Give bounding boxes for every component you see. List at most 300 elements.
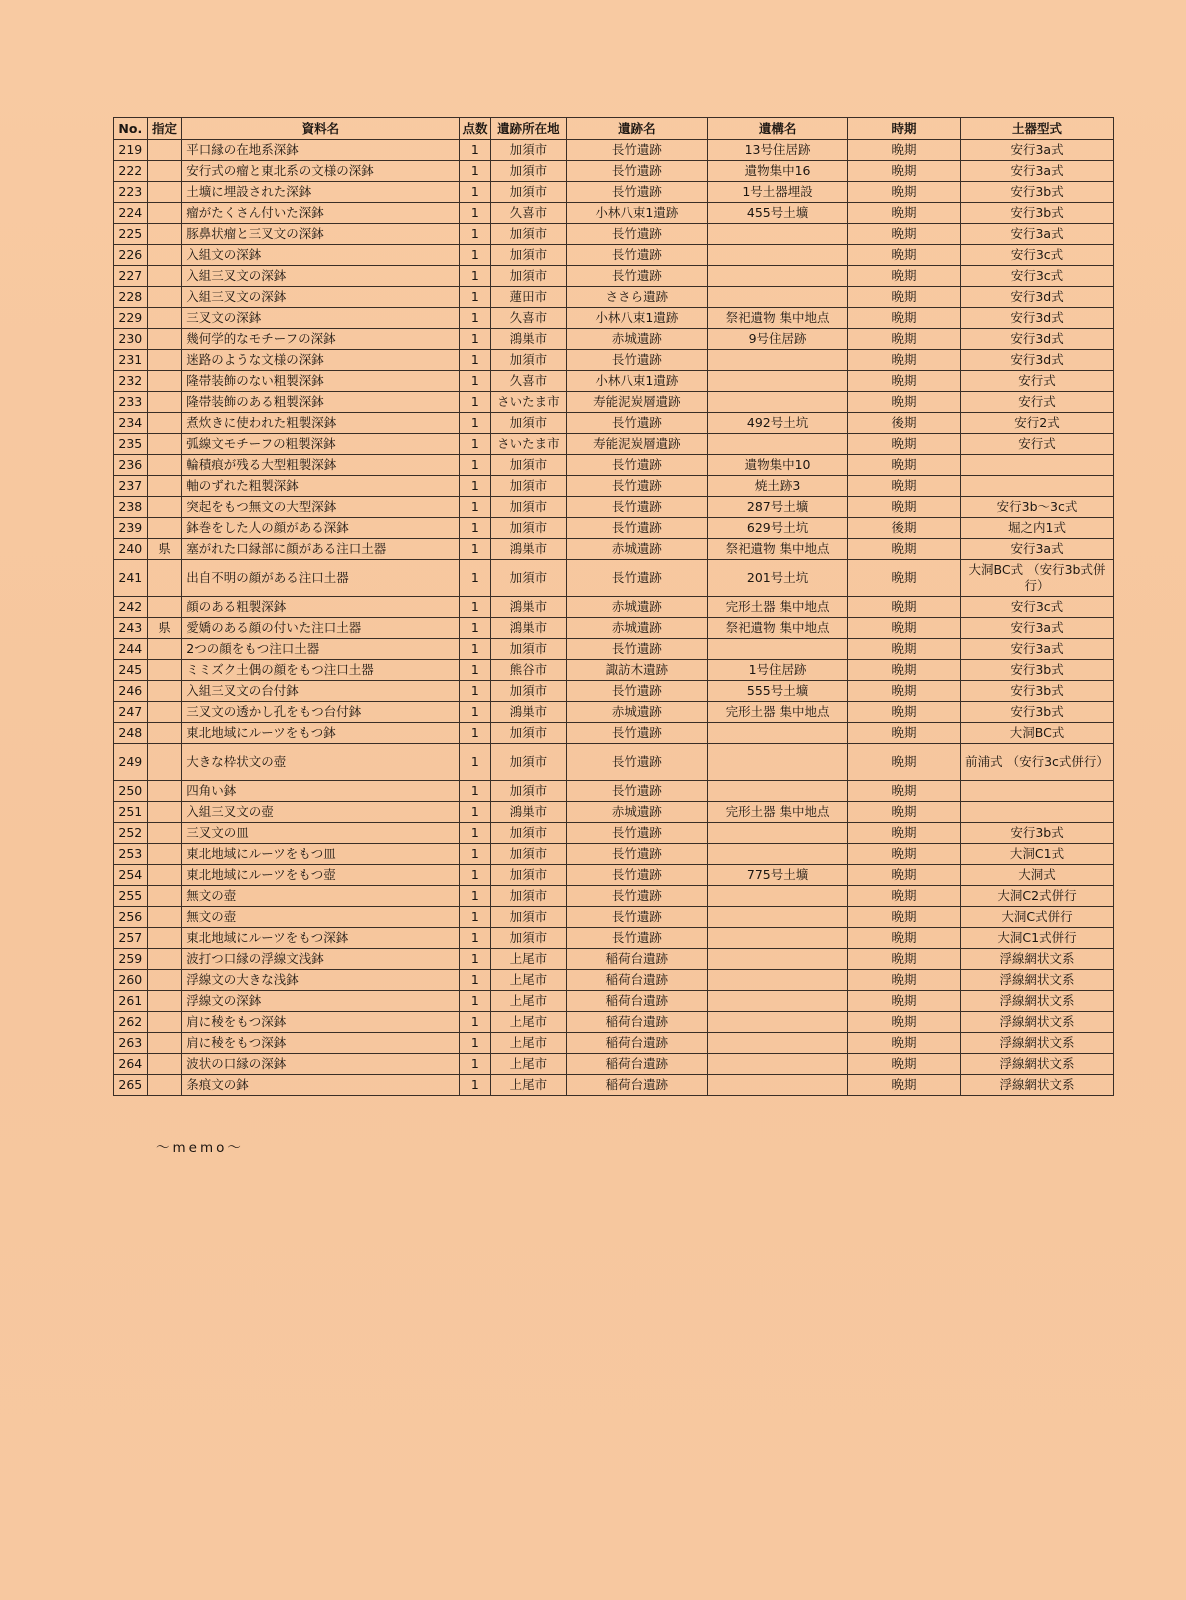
cell-site-location: 上尾市 [491, 970, 566, 991]
table-row [114, 287, 1114, 308]
cell-site-name: ささら遺跡 [566, 287, 708, 308]
cell-feature-name: 492号土坑 [708, 413, 848, 434]
cell-pottery-type: 安行3a式 [961, 618, 1114, 639]
cell-period: 晩期 [847, 350, 960, 371]
cell-pottery-type: 堀之内1式 [961, 518, 1114, 539]
cell-site-location: 鴻巣市 [491, 329, 566, 350]
cell-pottery-type: 安行3d式 [961, 308, 1114, 329]
cell-count: 1 [459, 476, 491, 497]
cell-no: 238 [114, 497, 148, 518]
cell-item-name: 迷路のような文様の深鉢 [182, 350, 459, 371]
cell-feature-name: 1号住居跡 [708, 660, 848, 681]
cell-site-name: 寿能泥炭層遺跡 [566, 392, 708, 413]
cell-item-name: 入組三叉文の壺 [182, 802, 459, 823]
cell-designation [147, 434, 182, 455]
cell-no: 227 [114, 266, 148, 287]
cell-period: 晩期 [847, 1033, 960, 1054]
cell-site-location: 加須市 [491, 744, 566, 781]
cell-item-name: 東北地域にルーツをもつ皿 [182, 844, 459, 865]
cell-site-location: 蓮田市 [491, 287, 566, 308]
cell-pottery-type: 安行3b式 [961, 203, 1114, 224]
cell-site-name: 長竹遺跡 [566, 744, 708, 781]
cell-site-location: 上尾市 [491, 1054, 566, 1075]
cell-feature-name [708, 392, 848, 413]
cell-site-name: 長竹遺跡 [566, 266, 708, 287]
cell-site-name: 長竹遺跡 [566, 497, 708, 518]
table-row [114, 702, 1114, 723]
cell-site-location: 加須市 [491, 140, 566, 161]
cell-no: 230 [114, 329, 148, 350]
cell-site-location: 加須市 [491, 266, 566, 287]
cell-item-name: 鉢巻をした人の顔がある深鉢 [182, 518, 459, 539]
cell-site-location: 久喜市 [491, 371, 566, 392]
table-row [114, 1012, 1114, 1033]
cell-feature-name: 祭祀遺物 集中地点 [708, 618, 848, 639]
table-row [114, 329, 1114, 350]
cell-count: 1 [459, 350, 491, 371]
cell-site-location: 加須市 [491, 781, 566, 802]
cell-item-name: 入組三叉文の深鉢 [182, 266, 459, 287]
cell-feature-name: 13号住居跡 [708, 140, 848, 161]
cell-no: 254 [114, 865, 148, 886]
cell-no: 255 [114, 886, 148, 907]
table-row [114, 723, 1114, 744]
cell-no: 248 [114, 723, 148, 744]
cell-count: 1 [459, 287, 491, 308]
cell-count: 1 [459, 660, 491, 681]
cell-period: 晩期 [847, 182, 960, 203]
cell-item-name: 隆帯装飾のある粗製深鉢 [182, 392, 459, 413]
cell-item-name: 隆帯装飾のない粗製深鉢 [182, 371, 459, 392]
cell-feature-name [708, 350, 848, 371]
cell-designation [147, 991, 182, 1012]
cell-pottery-type [961, 455, 1114, 476]
cell-count: 1 [459, 329, 491, 350]
cell-feature-name: 629号土坑 [708, 518, 848, 539]
cell-designation [147, 823, 182, 844]
table-row [114, 639, 1114, 660]
cell-count: 1 [459, 560, 491, 597]
table-header-row [114, 118, 1114, 140]
cell-feature-name [708, 1012, 848, 1033]
cell-feature-name [708, 224, 848, 245]
cell-site-name: 長竹遺跡 [566, 823, 708, 844]
cell-no: 264 [114, 1054, 148, 1075]
cell-count: 1 [459, 970, 491, 991]
cell-site-location: 加須市 [491, 413, 566, 434]
cell-period: 晩期 [847, 539, 960, 560]
cell-item-name: 東北地域にルーツをもつ深鉢 [182, 928, 459, 949]
cell-feature-name [708, 266, 848, 287]
cell-pottery-type [961, 802, 1114, 823]
cell-period: 晩期 [847, 329, 960, 350]
cell-site-location: 加須市 [491, 245, 566, 266]
cell-feature-name [708, 886, 848, 907]
table-row [114, 140, 1114, 161]
cell-site-location: 加須市 [491, 161, 566, 182]
header-designation: 指定 [147, 118, 182, 140]
cell-no: 236 [114, 455, 148, 476]
header-feature-name: 遺構名 [708, 118, 848, 140]
cell-designation [147, 1054, 182, 1075]
cell-site-location: 加須市 [491, 224, 566, 245]
cell-item-name: 土壙に埋設された深鉢 [182, 182, 459, 203]
cell-pottery-type: 安行式 [961, 392, 1114, 413]
cell-site-location: 上尾市 [491, 1033, 566, 1054]
cell-pottery-type: 安行3d式 [961, 329, 1114, 350]
table-row [114, 660, 1114, 681]
cell-period: 晩期 [847, 245, 960, 266]
cell-count: 1 [459, 161, 491, 182]
cell-site-location: 鴻巣市 [491, 618, 566, 639]
cell-no: 234 [114, 413, 148, 434]
cell-item-name: 無文の壺 [182, 886, 459, 907]
cell-site-name: 長竹遺跡 [566, 224, 708, 245]
cell-count: 1 [459, 1054, 491, 1075]
cell-designation [147, 886, 182, 907]
cell-no: 233 [114, 392, 148, 413]
cell-designation [147, 928, 182, 949]
cell-no: 246 [114, 681, 148, 702]
cell-site-location: 久喜市 [491, 308, 566, 329]
cell-count: 1 [459, 907, 491, 928]
cell-item-name: 入組三叉文の台付鉢 [182, 681, 459, 702]
cell-no: 256 [114, 907, 148, 928]
cell-count: 1 [459, 823, 491, 844]
cell-count: 1 [459, 224, 491, 245]
cell-site-name: 長竹遺跡 [566, 723, 708, 744]
cell-site-location: 加須市 [491, 639, 566, 660]
cell-pottery-type: 大洞BC式 （安行3b式併行） [961, 560, 1114, 597]
cell-count: 1 [459, 1012, 491, 1033]
cell-count: 1 [459, 203, 491, 224]
cell-count: 1 [459, 245, 491, 266]
cell-designation [147, 560, 182, 597]
cell-designation [147, 1012, 182, 1033]
cell-designation [147, 203, 182, 224]
header-item-name: 資料名 [182, 118, 459, 140]
table-row [114, 865, 1114, 886]
cell-designation [147, 802, 182, 823]
cell-pottery-type: 浮線網状文系 [961, 1075, 1114, 1096]
cell-site-location: 加須市 [491, 476, 566, 497]
cell-count: 1 [459, 681, 491, 702]
cell-item-name: 輪積痕が残る大型粗製深鉢 [182, 455, 459, 476]
table-row [114, 681, 1114, 702]
cell-pottery-type: 安行3b式 [961, 702, 1114, 723]
table-row [114, 161, 1114, 182]
cell-period: 晩期 [847, 660, 960, 681]
cell-no: 241 [114, 560, 148, 597]
cell-pottery-type: 大洞C1式 [961, 844, 1114, 865]
cell-site-name: 長竹遺跡 [566, 161, 708, 182]
cell-pottery-type: 安行3b式 [961, 660, 1114, 681]
cell-site-name: 小林八束1遺跡 [566, 203, 708, 224]
cell-site-location: 加須市 [491, 182, 566, 203]
cell-pottery-type: 安行式 [961, 434, 1114, 455]
cell-count: 1 [459, 182, 491, 203]
cell-item-name: 豚鼻状瘤と三叉文の深鉢 [182, 224, 459, 245]
cell-site-name: 小林八束1遺跡 [566, 308, 708, 329]
cell-pottery-type: 安行3d式 [961, 287, 1114, 308]
cell-site-name: 長竹遺跡 [566, 413, 708, 434]
cell-no: 249 [114, 744, 148, 781]
cell-item-name: 突起をもつ無文の大型深鉢 [182, 497, 459, 518]
cell-designation [147, 140, 182, 161]
cell-site-location: 上尾市 [491, 949, 566, 970]
cell-item-name: 無文の壺 [182, 907, 459, 928]
cell-count: 1 [459, 455, 491, 476]
cell-no: 229 [114, 308, 148, 329]
cell-item-name: 東北地域にルーツをもつ鉢 [182, 723, 459, 744]
cell-pottery-type: 大洞C1式併行 [961, 928, 1114, 949]
cell-count: 1 [459, 802, 491, 823]
cell-no: 260 [114, 970, 148, 991]
table-row [114, 991, 1114, 1012]
cell-no: 262 [114, 1012, 148, 1033]
cell-feature-name: 201号土坑 [708, 560, 848, 597]
cell-pottery-type: 安行3a式 [961, 639, 1114, 660]
cell-designation [147, 455, 182, 476]
cell-feature-name: 9号住居跡 [708, 329, 848, 350]
cell-site-name: 諏訪木遺跡 [566, 660, 708, 681]
cell-designation [147, 597, 182, 618]
cell-period: 晩期 [847, 140, 960, 161]
cell-item-name: 軸のずれた粗製深鉢 [182, 476, 459, 497]
cell-site-location: 加須市 [491, 350, 566, 371]
cell-period: 晩期 [847, 161, 960, 182]
cell-site-name: 長竹遺跡 [566, 844, 708, 865]
cell-site-name: 稲荷台遺跡 [566, 970, 708, 991]
cell-site-name: 長竹遺跡 [566, 865, 708, 886]
cell-period: 晩期 [847, 392, 960, 413]
cell-designation [147, 639, 182, 660]
cell-designation [147, 287, 182, 308]
cell-site-name: 長竹遺跡 [566, 140, 708, 161]
table-row [114, 203, 1114, 224]
cell-site-name: 稲荷台遺跡 [566, 1054, 708, 1075]
cell-count: 1 [459, 497, 491, 518]
cell-feature-name: 555号土壙 [708, 681, 848, 702]
cell-site-location: 上尾市 [491, 1012, 566, 1033]
cell-site-location: 上尾市 [491, 1075, 566, 1096]
cell-count: 1 [459, 308, 491, 329]
cell-site-name: 稲荷台遺跡 [566, 991, 708, 1012]
cell-count: 1 [459, 865, 491, 886]
cell-period: 晩期 [847, 224, 960, 245]
cell-period: 晩期 [847, 907, 960, 928]
table-body [114, 140, 1114, 1096]
cell-site-location: 加須市 [491, 865, 566, 886]
cell-period: 晩期 [847, 287, 960, 308]
cell-site-name: 長竹遺跡 [566, 886, 708, 907]
cell-pottery-type: 安行3b式 [961, 823, 1114, 844]
cell-period: 晩期 [847, 476, 960, 497]
cell-designation [147, 224, 182, 245]
cell-site-location: さいたま市 [491, 392, 566, 413]
cell-site-name: 長竹遺跡 [566, 182, 708, 203]
cell-pottery-type: 浮線網状文系 [961, 1033, 1114, 1054]
cell-item-name: 入組文の深鉢 [182, 245, 459, 266]
cell-feature-name [708, 245, 848, 266]
cell-item-name: 安行式の瘤と東北系の文様の深鉢 [182, 161, 459, 182]
cell-item-name: 愛嬌のある顔の付いた注口土器 [182, 618, 459, 639]
cell-site-location: 上尾市 [491, 991, 566, 1012]
cell-item-name: 塞がれた口縁部に顔がある注口土器 [182, 539, 459, 560]
cell-designation [147, 350, 182, 371]
table-row [114, 744, 1114, 781]
cell-designation [147, 371, 182, 392]
cell-feature-name [708, 928, 848, 949]
table-row [114, 1054, 1114, 1075]
cell-item-name: 大きな枠状文の壺 [182, 744, 459, 781]
cell-period: 晩期 [847, 1075, 960, 1096]
cell-pottery-type: 安行3c式 [961, 245, 1114, 266]
cell-no: 243 [114, 618, 148, 639]
cell-pottery-type: 浮線網状文系 [961, 949, 1114, 970]
table-row [114, 618, 1114, 639]
cell-feature-name: 完形土器 集中地点 [708, 597, 848, 618]
cell-designation [147, 266, 182, 287]
table-row [114, 224, 1114, 245]
cell-count: 1 [459, 1033, 491, 1054]
cell-site-name: 長竹遺跡 [566, 560, 708, 597]
cell-count: 1 [459, 991, 491, 1012]
cell-no: 265 [114, 1075, 148, 1096]
cell-site-location: さいたま市 [491, 434, 566, 455]
cell-feature-name [708, 744, 848, 781]
cell-pottery-type [961, 476, 1114, 497]
cell-pottery-type [961, 781, 1114, 802]
cell-site-location: 加須市 [491, 518, 566, 539]
cell-feature-name [708, 371, 848, 392]
cell-site-name: 寿能泥炭層遺跡 [566, 434, 708, 455]
table-row [114, 455, 1114, 476]
cell-site-name: 稲荷台遺跡 [566, 1012, 708, 1033]
artifact-catalog-table [113, 117, 1114, 1096]
table-row [114, 802, 1114, 823]
cell-designation [147, 161, 182, 182]
cell-count: 1 [459, 539, 491, 560]
cell-period: 晩期 [847, 1054, 960, 1075]
cell-no: 253 [114, 844, 148, 865]
cell-count: 1 [459, 639, 491, 660]
cell-period: 晩期 [847, 455, 960, 476]
cell-designation [147, 723, 182, 744]
table-row [114, 597, 1114, 618]
cell-count: 1 [459, 928, 491, 949]
table-row [114, 476, 1114, 497]
cell-site-name: 赤城遺跡 [566, 618, 708, 639]
cell-no: 263 [114, 1033, 148, 1054]
cell-site-name: 稲荷台遺跡 [566, 1033, 708, 1054]
cell-designation [147, 865, 182, 886]
cell-item-name: 肩に稜をもつ深鉢 [182, 1012, 459, 1033]
cell-designation [147, 781, 182, 802]
cell-period: 晩期 [847, 702, 960, 723]
table-row [114, 1033, 1114, 1054]
cell-period: 晩期 [847, 723, 960, 744]
cell-pottery-type: 安行3a式 [961, 140, 1114, 161]
cell-designation: 県 [147, 618, 182, 639]
cell-no: 252 [114, 823, 148, 844]
cell-period: 後期 [847, 413, 960, 434]
cell-count: 1 [459, 392, 491, 413]
cell-designation [147, 1075, 182, 1096]
cell-period: 晩期 [847, 497, 960, 518]
cell-site-location: 熊谷市 [491, 660, 566, 681]
cell-designation [147, 308, 182, 329]
cell-item-name: 入組三叉文の深鉢 [182, 287, 459, 308]
cell-count: 1 [459, 518, 491, 539]
cell-pottery-type: 安行3a式 [961, 539, 1114, 560]
cell-site-name: 赤城遺跡 [566, 329, 708, 350]
cell-no: 259 [114, 949, 148, 970]
cell-period: 晩期 [847, 886, 960, 907]
cell-site-name: 稲荷台遺跡 [566, 1075, 708, 1096]
cell-no: 232 [114, 371, 148, 392]
cell-period: 晩期 [847, 823, 960, 844]
cell-item-name: 三叉文の透かし孔をもつ台付鉢 [182, 702, 459, 723]
cell-period: 晩期 [847, 781, 960, 802]
table-row [114, 518, 1114, 539]
cell-no: 245 [114, 660, 148, 681]
cell-site-location: 鴻巣市 [491, 702, 566, 723]
cell-feature-name [708, 844, 848, 865]
cell-site-name: 長竹遺跡 [566, 928, 708, 949]
header-site-name: 遺跡名 [566, 118, 708, 140]
cell-no: 228 [114, 287, 148, 308]
cell-item-name: ミミズク土偶の顔をもつ注口土器 [182, 660, 459, 681]
cell-pottery-type: 安行2式 [961, 413, 1114, 434]
cell-no: 219 [114, 140, 148, 161]
cell-no: 225 [114, 224, 148, 245]
table-row [114, 413, 1114, 434]
cell-designation [147, 660, 182, 681]
header-count: 点数 [459, 118, 491, 140]
cell-period: 晩期 [847, 308, 960, 329]
cell-pottery-type: 安行3b式 [961, 182, 1114, 203]
cell-site-name: 稲荷台遺跡 [566, 949, 708, 970]
cell-feature-name [708, 1054, 848, 1075]
cell-site-name: 赤城遺跡 [566, 539, 708, 560]
cell-item-name: 2つの顔をもつ注口土器 [182, 639, 459, 660]
cell-period: 晩期 [847, 618, 960, 639]
table-row [114, 907, 1114, 928]
cell-site-location: 加須市 [491, 560, 566, 597]
cell-no: 235 [114, 434, 148, 455]
cell-pottery-type: 大洞C2式併行 [961, 886, 1114, 907]
cell-period: 晩期 [847, 802, 960, 823]
cell-designation [147, 392, 182, 413]
table-row [114, 350, 1114, 371]
cell-pottery-type: 浮線網状文系 [961, 970, 1114, 991]
header-period: 時期 [847, 118, 960, 140]
cell-site-name: 長竹遺跡 [566, 681, 708, 702]
header-pottery-type: 土器型式 [961, 118, 1114, 140]
table-row [114, 844, 1114, 865]
cell-no: 224 [114, 203, 148, 224]
cell-period: 晩期 [847, 1012, 960, 1033]
cell-site-location: 加須市 [491, 823, 566, 844]
cell-site-name: 赤城遺跡 [566, 597, 708, 618]
header-site-location: 遺跡所在地 [491, 118, 566, 140]
table-row [114, 781, 1114, 802]
cell-count: 1 [459, 618, 491, 639]
cell-site-name: 長竹遺跡 [566, 907, 708, 928]
cell-no: 223 [114, 182, 148, 203]
cell-feature-name: 287号土壙 [708, 497, 848, 518]
